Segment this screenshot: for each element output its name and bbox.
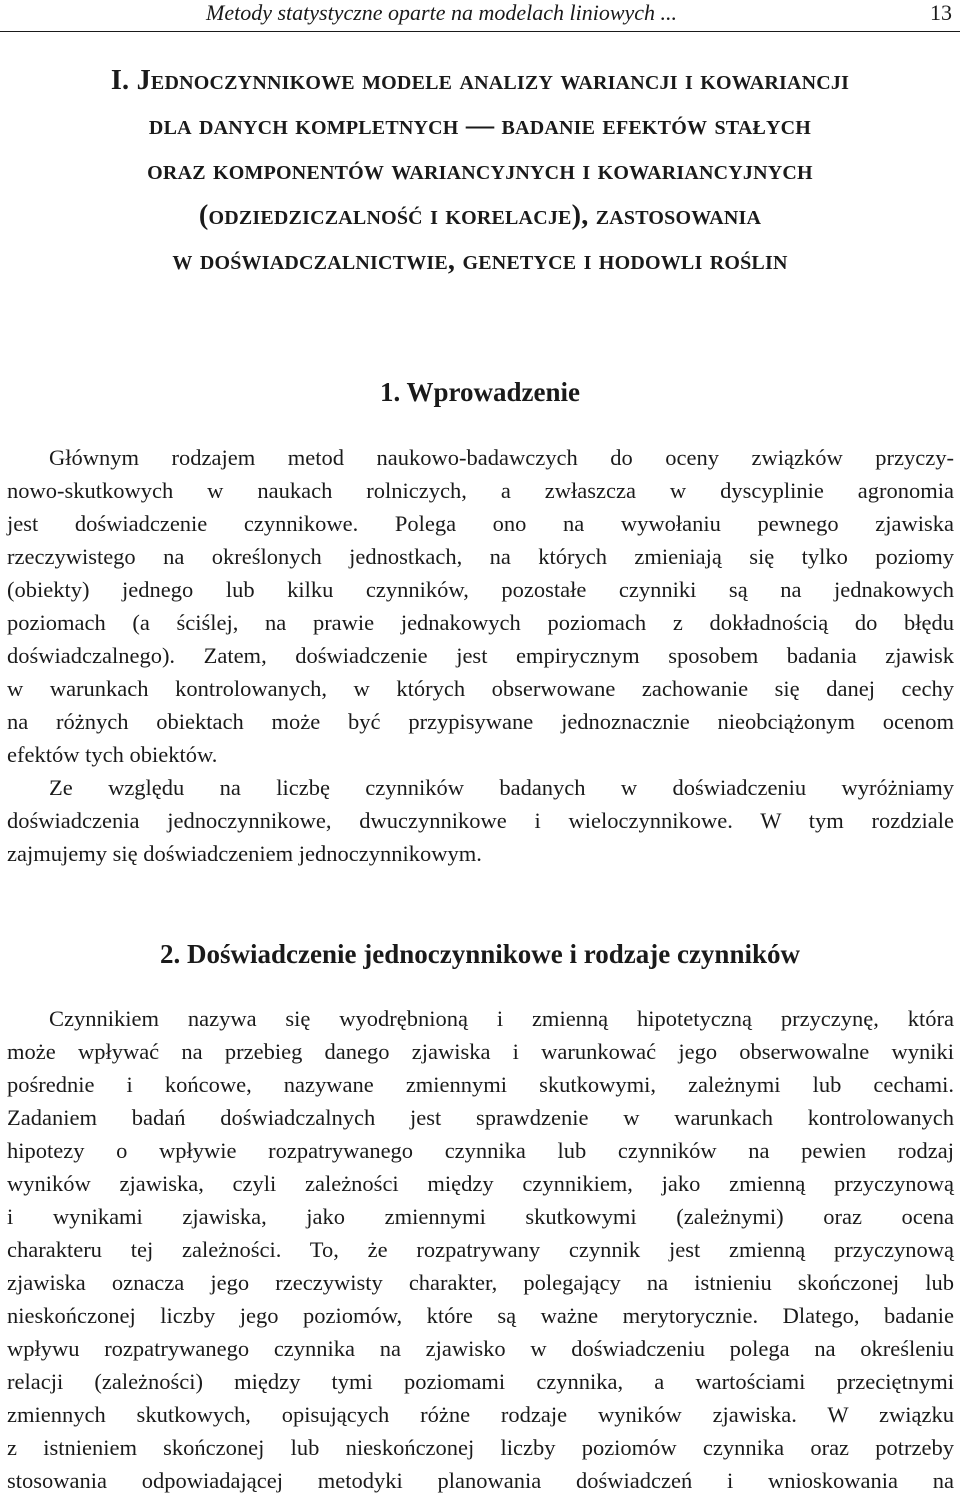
text-line: doświadczalnego). Zatem, doświadczenie jest empirycznym sposobem badania zjawisk [7, 643, 954, 668]
section-heading-factors: 2. Doświadczenie jednoczynnikowe i rodzaje czynników [160, 939, 800, 969]
running-title: Metody statystyczne oparte na modelach liniowych ... [206, 0, 678, 25]
paragraph [7, 441, 954, 771]
section-heading-introduction: 1. Wprowadzenie [379, 377, 580, 407]
text-line: pośrednie i końcowe, nazywane zmiennymi skutkowymi, zależnymi lub cechami. [7, 1072, 954, 1097]
text-line: charakteru tej zależności. To, że rozpatrywany czynnik jest zmienną przyczynową [7, 1237, 954, 1262]
text-line: zjawiska oznacza jego rzeczywisty charakter, polegający na istnieniu skończonej lub [7, 1270, 954, 1295]
text-line: wpływu rozpatrywanego czynnika na zjawisko w doświadczeniu polega na określeniu [7, 1336, 954, 1361]
running-header [0, 0, 960, 30]
text-line: zajmujemy się doświadczeniem jednoczynnikowym. [7, 841, 482, 866]
text-line: zmiennych skutkowych, opisujących różne rodzaje wyników zjawiska. W związku [7, 1402, 954, 1427]
text-line: efektów tych obiektów. [7, 742, 218, 767]
chapter-title [0, 58, 960, 283]
chapter-title-line: (odziedziczalność i korelacje), zastosowania [198, 200, 762, 231]
chapter-title-line: oraz komponentów wariancyjnych i kowariancyjnych [147, 155, 813, 186]
text-line: Zadaniem badań doświadczalnych jest sprawdzenie w warunkach kontrolowanych [7, 1105, 954, 1130]
text-line: (obiekty) jednego lub kilku czynników, pozostałe czynniki są na jednakowych [7, 577, 954, 602]
text-line: stosowania odpowiadającej metodyki planowania doświadczeń i wnioskowania na [7, 1468, 954, 1493]
text-line: na różnych obiektach może być przypisywane jednoznacznie nieobciążonym ocenom [7, 709, 954, 734]
text-line: hipotezy o wpływie rozpatrywanego czynnika lub czynników na pewien rodzaj [7, 1138, 954, 1163]
text-line: jest doświadczenie czynnikowe. Polega ono na wywołaniu pewnego zjawiska [7, 511, 954, 536]
text-line: w warunkach kontrolowanych, w których obserwowane zachowanie się danej cechy [7, 676, 954, 701]
paragraph [7, 771, 954, 870]
header-rule [0, 31, 960, 32]
text-line: nieskończonej liczby jego poziomów, które są ważne merytorycznie. Dlatego, badanie [7, 1303, 954, 1328]
text-line: wyników zjawiska, czyli zależności między czynnikiem, jako zmienną przyczynową [7, 1171, 954, 1196]
text-line: Czynnikiem nazywa się wyodrębnioną i zmienną hipotetyczną przyczynę, która [49, 1006, 954, 1031]
text-line: z istnieniem skończonej lub nieskończonej liczby poziomów czynnika oraz potrzeby [7, 1435, 954, 1460]
text-line: Ze względu na liczbę czynników badanych w doświadczeniu wyróżniamy [49, 775, 954, 800]
text-line: doświadczenia jednoczynnikowe, dwuczynnikowe i wieloczynnikowe. W tym rozdziale [7, 808, 954, 833]
text-line: poziomach (a ściślej, na prawie jednakowych poziomach z dokładnością do błędu [7, 610, 954, 635]
text-line: rzeczywistego na określonych jednostkach, na których zmieniają się tylko poziomy [7, 544, 954, 569]
chapter-title-line: I. Jednoczynnikowe modele analizy wariancji i kowariancji [110, 65, 850, 96]
paragraph [7, 1002, 954, 1497]
text-line: i wynikami zjawiska, jako zmiennymi skutkowymi (zależnymi) oraz ocena [7, 1204, 954, 1229]
text-line: Głównym rodzajem metod naukowo-badawczych do oceny związków przyczy- [49, 445, 954, 470]
text-line: może wpływać na przebieg danego zjawiska i warunkować jego obserwowalne wyniki [7, 1039, 954, 1064]
page-number: 13 [930, 0, 952, 25]
chapter-title-line: w doświadczalnictwie, genetyce i hodowli roślin [172, 245, 788, 276]
text-line: nowo-skutkowych w naukach rolniczych, a zwłaszcza w dyscyplinie agronomia [7, 478, 954, 503]
text-line: relacji (zależności) między tymi poziomami czynnika, a wartościami przeciętnymi [7, 1369, 954, 1394]
chapter-title-line: dla danych kompletnych — badanie efektów stałych [148, 110, 812, 141]
